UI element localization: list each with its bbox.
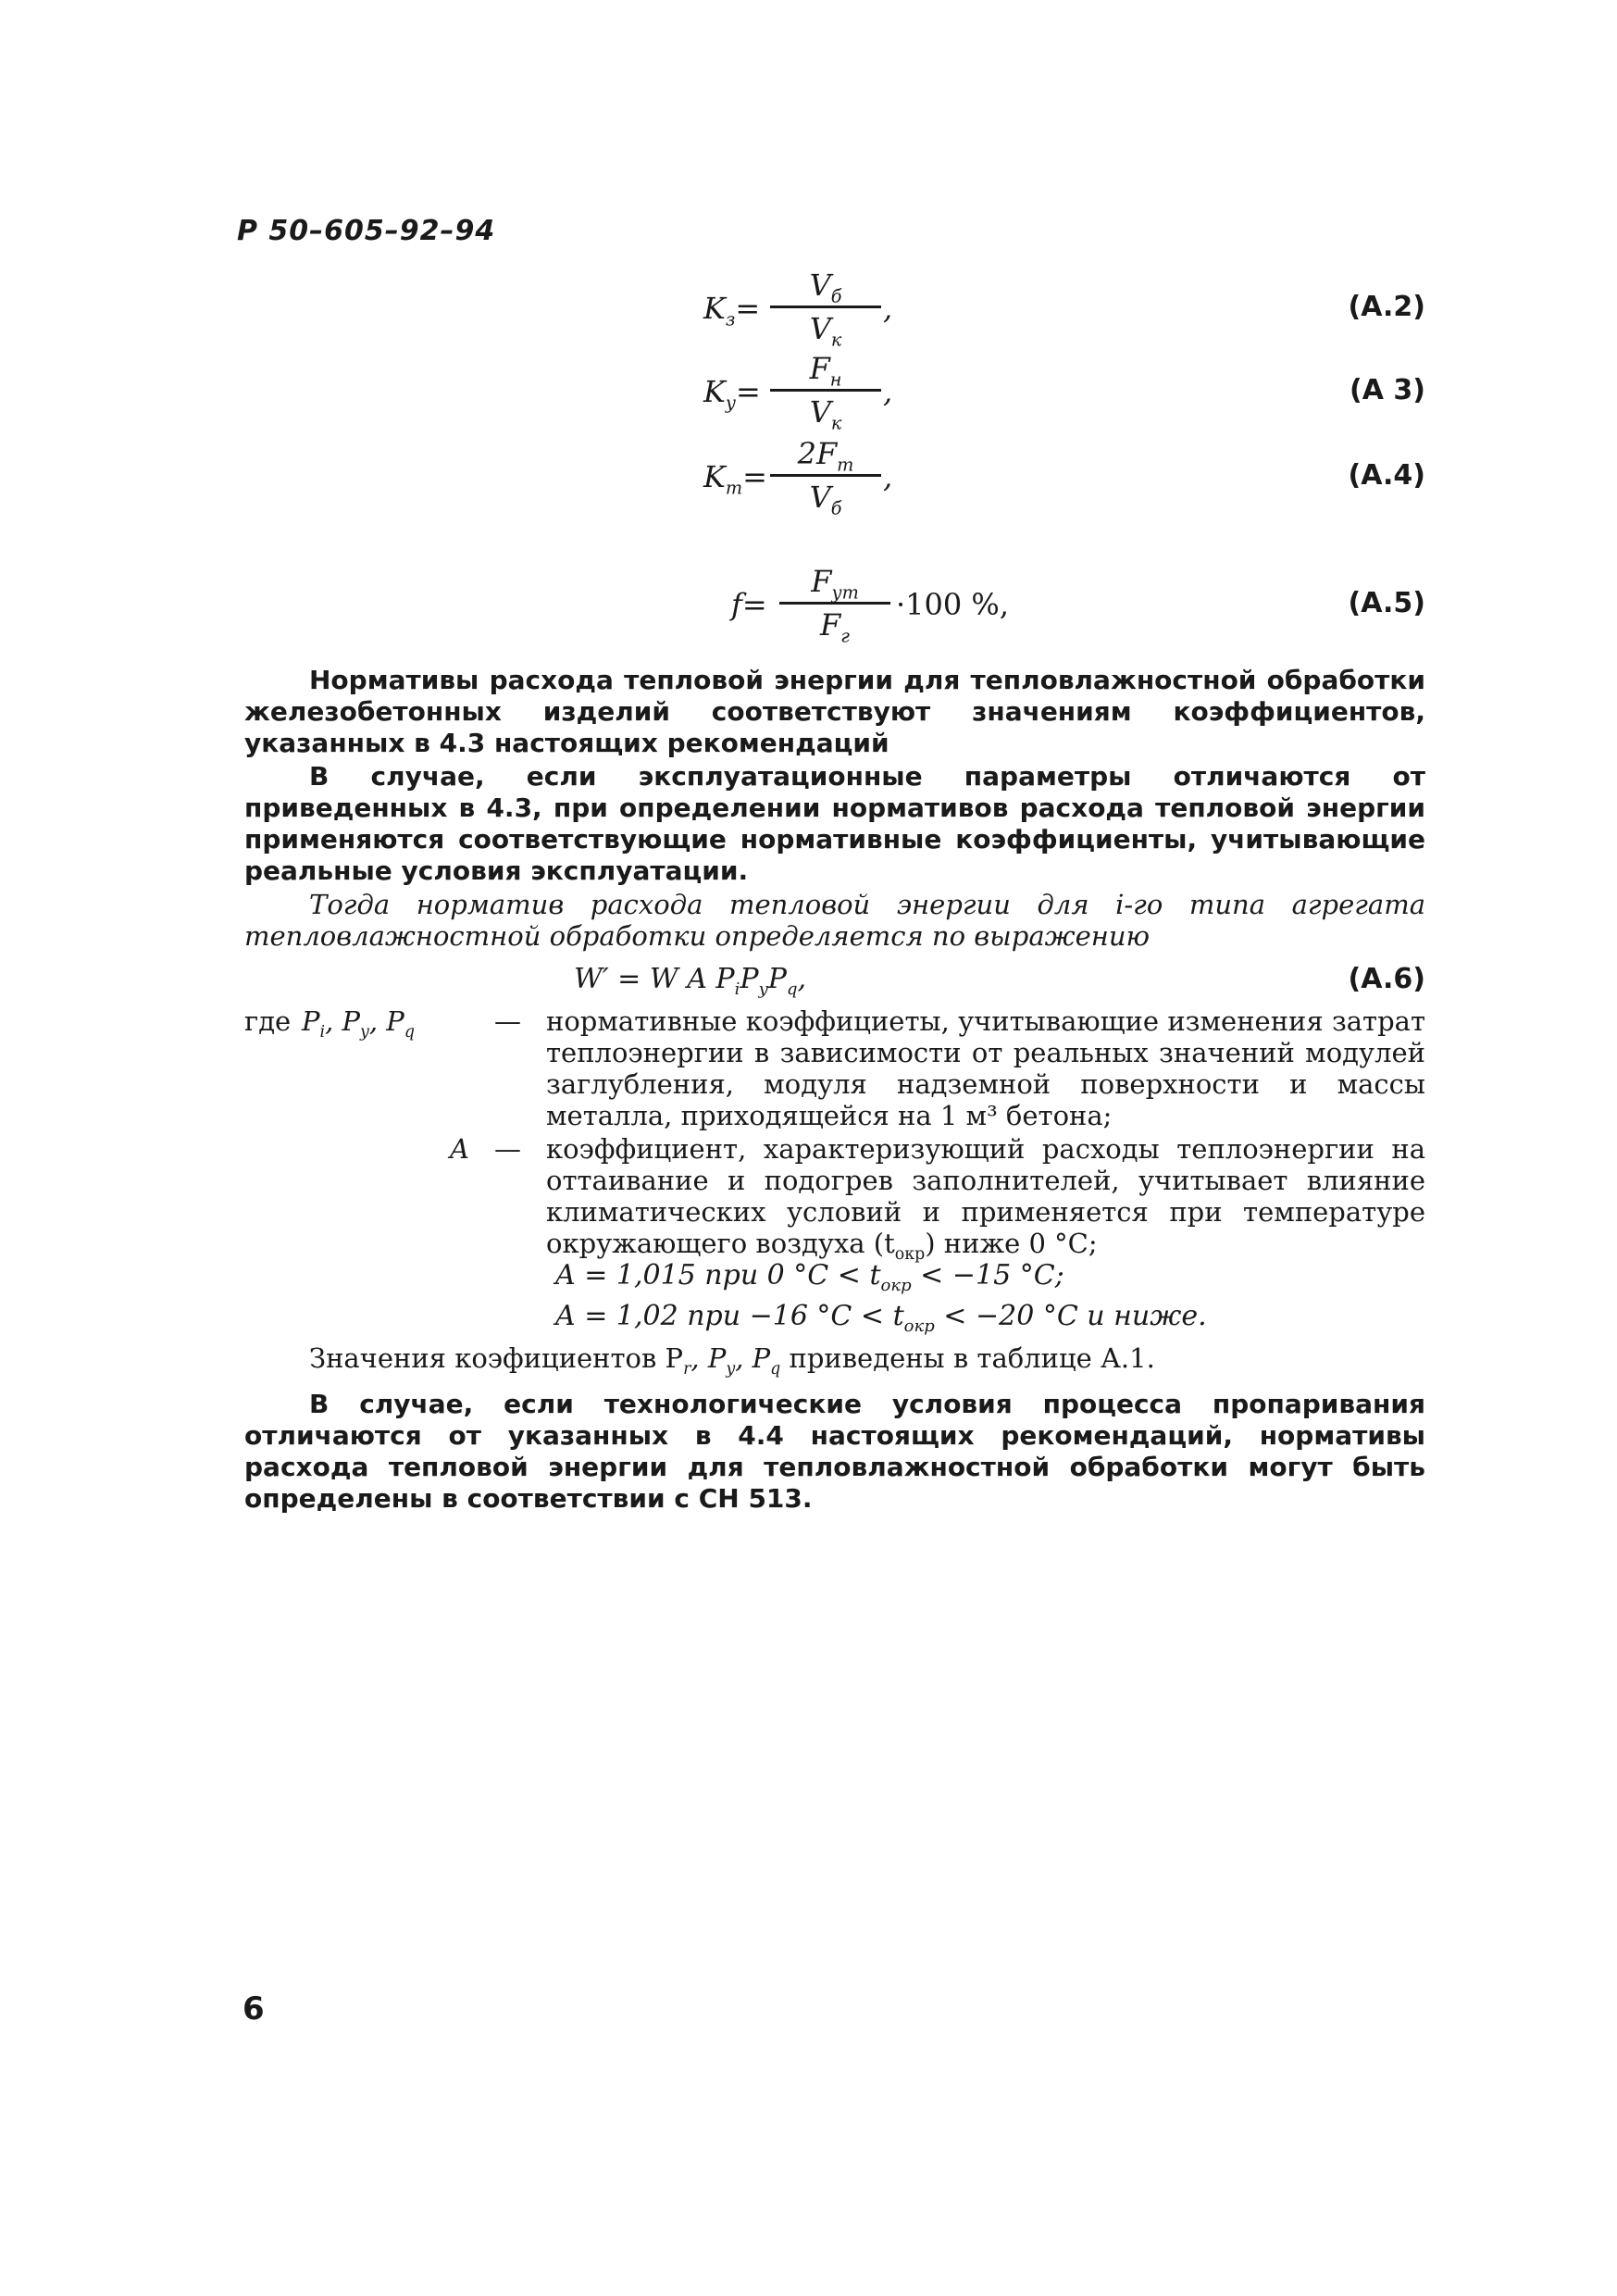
formula-a4: $K_т=$ $2F_т$ $V_б$ , (A.4)	[703, 436, 1425, 519]
table-reference: Значения коэфициентов $P_r$, $P_y$, $P_q$ приведены в таблице А.1.	[309, 1342, 1155, 1379]
condition-a-1015: A = 1,015 при 0 $^\circ С < t_{окр} < -15$ °С;	[555, 1259, 1064, 1295]
definition-a-coefficient: A — коэффициент, характеризующий расходы теплоэнергии на оттаивание и подогрев заполнителей, учитывает влияние климатических условий и применяется при температуре окружающего воздуха $(t_{окр})$ ниже 0 °С;	[450, 1133, 1425, 1264]
equation-number: (A 3)	[1350, 374, 1425, 406]
equation-number: (A.4)	[1348, 459, 1425, 492]
formula-a6: W′ = W A $P_iP_yP_q$, (A.6)	[574, 963, 1425, 999]
formula-a3: $K_у=$ $F_н$ $V_к$ , (A 3)	[703, 351, 1425, 434]
fraction-bar	[770, 474, 881, 477]
fraction: $F_{ут}$ $F_г$	[779, 563, 890, 643]
equation-number: (A.2)	[1348, 291, 1425, 323]
fraction-bar	[770, 306, 881, 308]
equation-number: (A.5)	[1348, 587, 1425, 619]
document-code: Р 50–605–92–94	[237, 215, 496, 247]
fraction: $2F_т$ $V_б$	[770, 435, 881, 516]
definition-p-coefficients: где $P_i$, $P_y$, $P_q$ — нормативные коэффициеты, учитывающие изменения затрат теплоэнергии в зависимости от реальных значений модулей заглубления, модуля надземной поверхности и массы металла, приходящейся на 1 м³ бетона;	[244, 1005, 1425, 1131]
equation-number: (A.6)	[1348, 963, 1425, 995]
formula-a2: $K_з=$ $V_б$ $V_к$ , (A.2)	[703, 268, 1425, 351]
fraction: $V_б$ $V_к$	[770, 267, 881, 347]
formula-a5: f= $F_{ут}$ $F_г$ ·100 %, (A.5)	[731, 564, 1425, 647]
page-number: 6	[243, 1990, 265, 2028]
fraction-bar	[770, 389, 881, 392]
paragraph-operating-conditions: В случае, если эксплуатационные параметры отличаются от приведенных в 4.3, при определении нормативов расхода тепловой энергии применяются соответствующие нормативные коэффициенты, учитывающие реальные условия эксплуатации.	[244, 761, 1425, 886]
condition-a-102: A = 1,02 при −16 $^\circ С < t_{окр} < -20$ °С и ниже.	[555, 1300, 1207, 1336]
paragraph-norms: Нормативы расхода тепловой энергии для тепловлажностной обработки железобетонных изделий соответствуют значениям коэффициентов, указанных в 4.3 настоящих рекомендаций	[244, 665, 1425, 758]
paragraph-norm-expression: Тогда норматив расхода тепловой энергии для i-го типа агрегата тепловлажностной обработки определяется по выражению	[244, 889, 1425, 952]
paragraph-steaming-conditions: В случае, если технологические условия процесса пропаривания отличаются от указанных в 4.4 настоящих рекомендаций, нормативы расхода тепловой энергии для тепловлажностной обработки могут быть определены в соответствии с СН 513.	[244, 1389, 1425, 1514]
fraction: $F_н$ $V_к$	[770, 350, 881, 430]
